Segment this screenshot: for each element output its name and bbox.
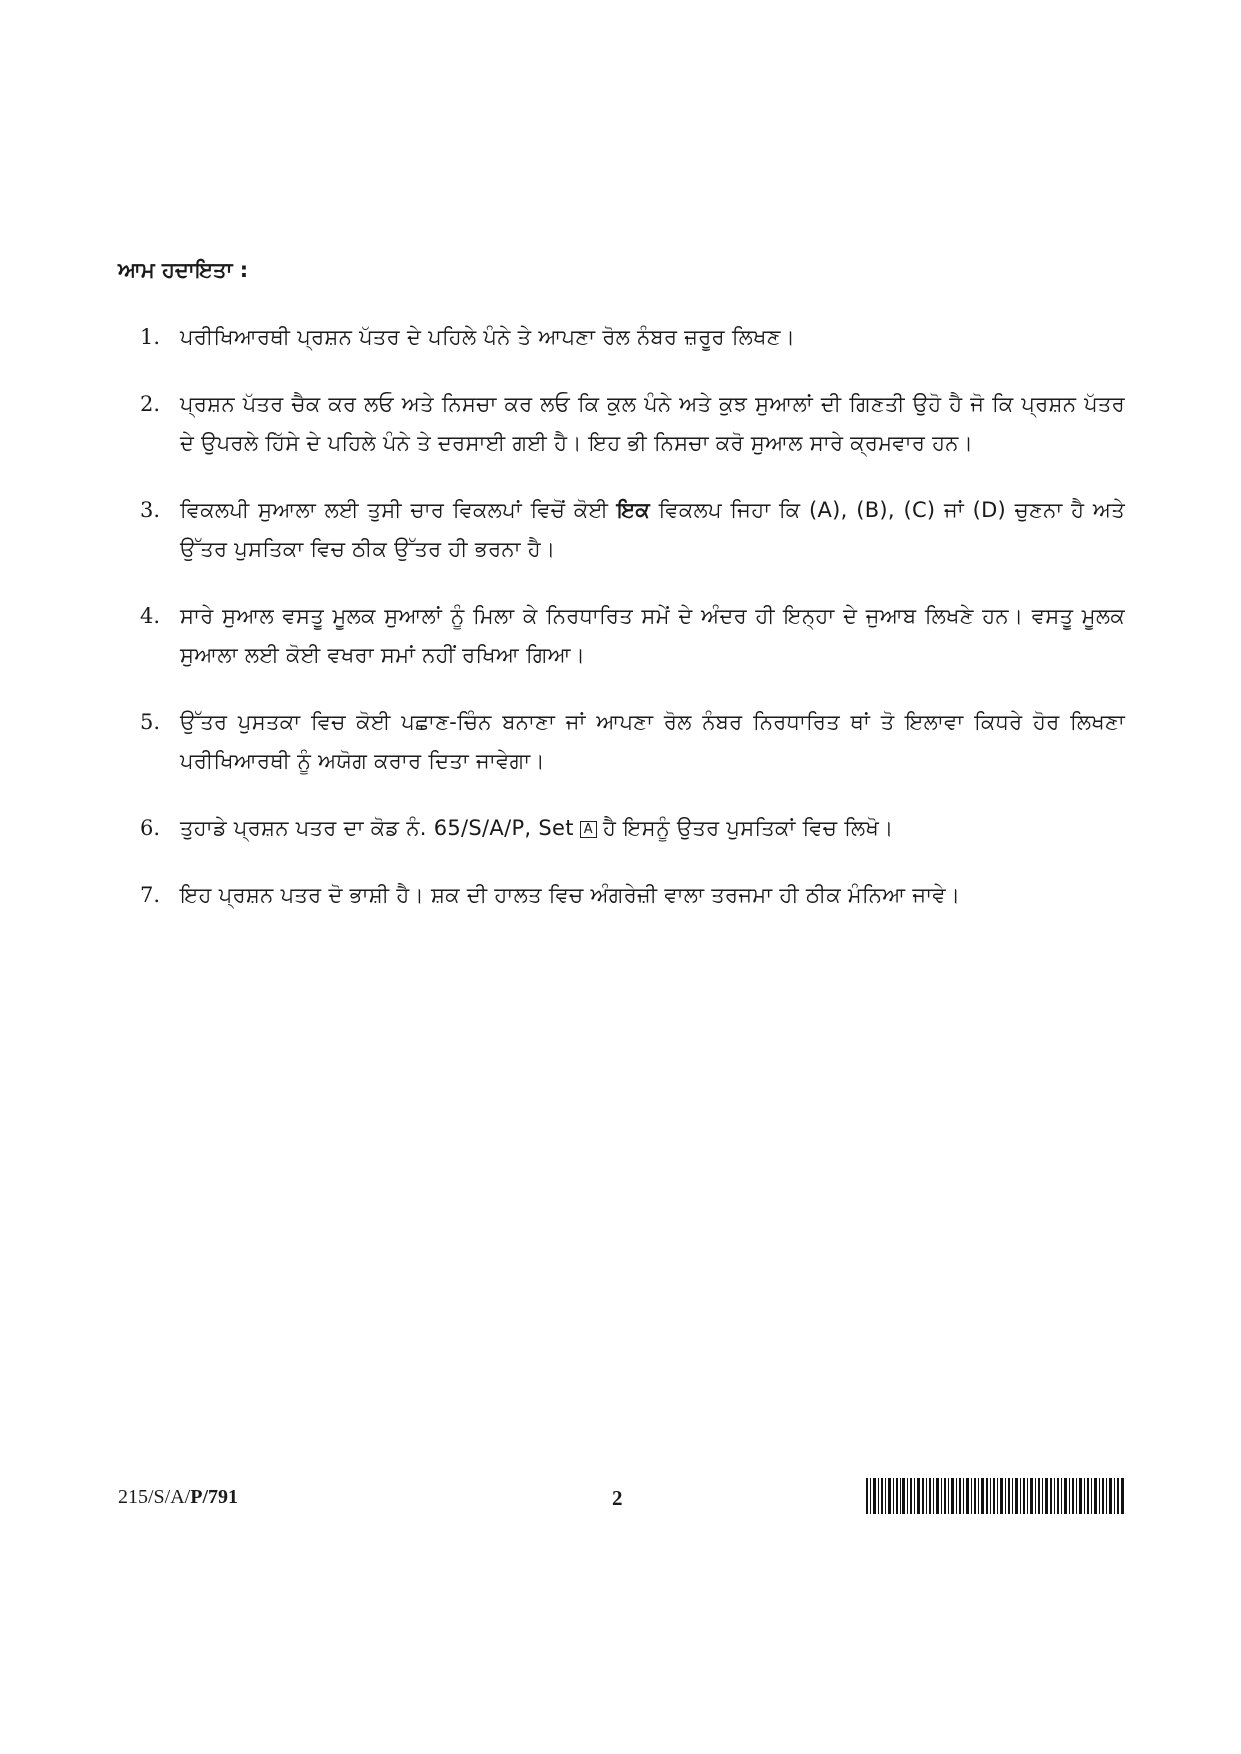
instruction-number: 3. <box>140 498 161 522</box>
instruction-number: 7. <box>140 883 161 907</box>
instruction-number: 6. <box>140 816 161 840</box>
instruction-text-part: ਵਿਕਲਪ ਜਿਹਾ ਕਿ (A), (B), (C) ਜਾਂ (D) ਚੁਣਨਾ ਹੈ ਅਤੇ ਉੱਤਰ ਪੁਸਤਿਕਾ ਵਿਚ ਠੀਕ ਉੱਤਰ ਹੀ ਭਰਨਾ ਹੈ। <box>180 498 1125 561</box>
page-number: 2 <box>612 1486 623 1510</box>
paper-code-prefix: 215/S/A/ <box>118 1486 191 1508</box>
instruction-text: ਪਰੀਖਿਆਰਥੀ ਪ੍ਰਸ਼ਨ ਪੱਤਰ ਦੇ ਪਹਿਲੇ ਪੰਨੇ ਤੇ ਆਪਣਾ ਰੋਲ ਨੰਬਰ ਜ਼ਰੂਰ ਲਿਖਣ। <box>180 325 796 349</box>
instruction-text: ਇਹ ਪ੍ਰਸ਼ਨ ਪਤਰ ਦੋ ਭਾਸ਼ੀ ਹੈ। ਸ਼ਕ ਦੀ ਹਾਲਤ ਵਿਚ ਅੰਗਰੇਜ਼ੀ ਵਾਲਾ ਤਰਜਮਾ ਹੀ ਠੀਕ ਮੰਨਿਆ ਜਾਵੇ। <box>180 883 961 907</box>
instruction-text-part: ਤੁਹਾਡੇ ਪ੍ਰਸ਼ਨ ਪਤਰ ਦਾ ਕੋਡ ਨੰ. 65/S/A/P, Set <box>180 816 574 840</box>
instruction-4 <box>140 597 1125 675</box>
instruction-number: 5. <box>140 710 161 734</box>
instruction-number: 1. <box>140 325 161 349</box>
instruction-2 <box>140 385 1125 463</box>
instruction-text: ਸਾਰੇ ਸੁਆਲ ਵਸਤੂ ਮੂਲਕ ਸੁਆਲਾਂ ਨੂੰ ਮਿਲਾ ਕੇ ਨਿਰਧਾਰਿਤ ਸਮੇਂ ਦੇ ਅੰਦਰ ਹੀ ਇਨ੍ਹਾ ਦੇ ਜੁਆਬ ਲਿਖਣੇ ਹਨ। ਵਸਤੂ ਮੂਲਕ ਸੁਆਲਾ ਲਈ ਕੋਈ ਵਖਰਾ ਸਮਾਂ ਨਹੀਂ ਰਖਿਆ ਗਿਆ। <box>180 604 1125 667</box>
instruction-5 <box>140 703 1125 781</box>
instruction-text-part: ਹੈ ਇਸਨੂੰ ਉਤਰ ਪੁਸਤਿਕਾਂ ਵਿਚ ਲਿਖੋ। <box>602 816 894 840</box>
paper-code-bold: P/791 <box>190 1486 239 1508</box>
instructions-list <box>140 318 1125 943</box>
instruction-7 <box>140 876 1125 915</box>
barcode-icon <box>866 1478 1124 1514</box>
instruction-number: 2. <box>140 392 161 416</box>
instruction-text-part: ਵਿਕਲਪੀ ਸੁਆਲਾ ਲਈ ਤੁਸੀ ਚਾਰ ਵਿਕਲਪਾਂ ਵਿਚੋਂ ਕੋਈ <box>180 498 609 522</box>
instruction-number: 4. <box>140 604 161 628</box>
instruction-text <box>180 809 1125 848</box>
instruction-emphasis: ਇਕ <box>616 498 651 522</box>
instruction-1 <box>140 318 1125 357</box>
instruction-6 <box>140 809 1125 848</box>
instruction-text: ਪ੍ਰਸ਼ਨ ਪੱਤਰ ਚੈਕ ਕਰ ਲਓ ਅਤੇ ਨਿਸਚਾ ਕਰ ਲਓ ਕਿ ਕੁਲ ਪੰਨੇ ਅਤੇ ਕੁਝ ਸੁਆਲਾਂ ਦੀ ਗਿਣਤੀ ਉਹੋ ਹੈ ਜੋ ਕਿ ਪ੍ਰਸ਼ਨ ਪੱਤਰ ਦੇ ਉਪਰਲੇ ਹਿੱਸੇ ਦੇ ਪਹਿਲੇ ਪੰਨੇ ਤੇ ਦਰਸਾਈ ਗਈ ਹੈ। ਇਹ ਭੀ ਨਿਸਚਾ ਕਰੋ ਸੁਆਲ ਸਾਰੇ ਕ੍ਰਮਵਾਰ ਹਨ। <box>180 392 1125 455</box>
instruction-3 <box>140 491 1125 569</box>
instructions-heading: ਆਮ ਹਦਾਇਤਾ : <box>118 258 249 282</box>
instruction-text <box>180 491 1125 569</box>
instruction-text: ਉੱਤਰ ਪੁਸਤਕਾ ਵਿਚ ਕੋਈ ਪਛਾਣ-ਚਿੰਨ ਬਨਾਣਾ ਜਾਂ ਆਪਣਾ ਰੋਲ ਨੰਬਰ ਨਿਰਧਾਰਿਤ ਥਾਂ ਤੋ ਇਲਾਵਾ ਕਿਧਰੇ ਹੋਰ ਲਿਖਣਾ ਪਰੀਖਿਆਰਥੀ ਨੂੰ ਅਯੋਗ ਕਰਾਰ ਦਿਤਾ ਜਾਵੇਗਾ। <box>180 710 1125 773</box>
set-letter-box: A <box>580 821 597 838</box>
paper-code <box>118 1486 238 1509</box>
